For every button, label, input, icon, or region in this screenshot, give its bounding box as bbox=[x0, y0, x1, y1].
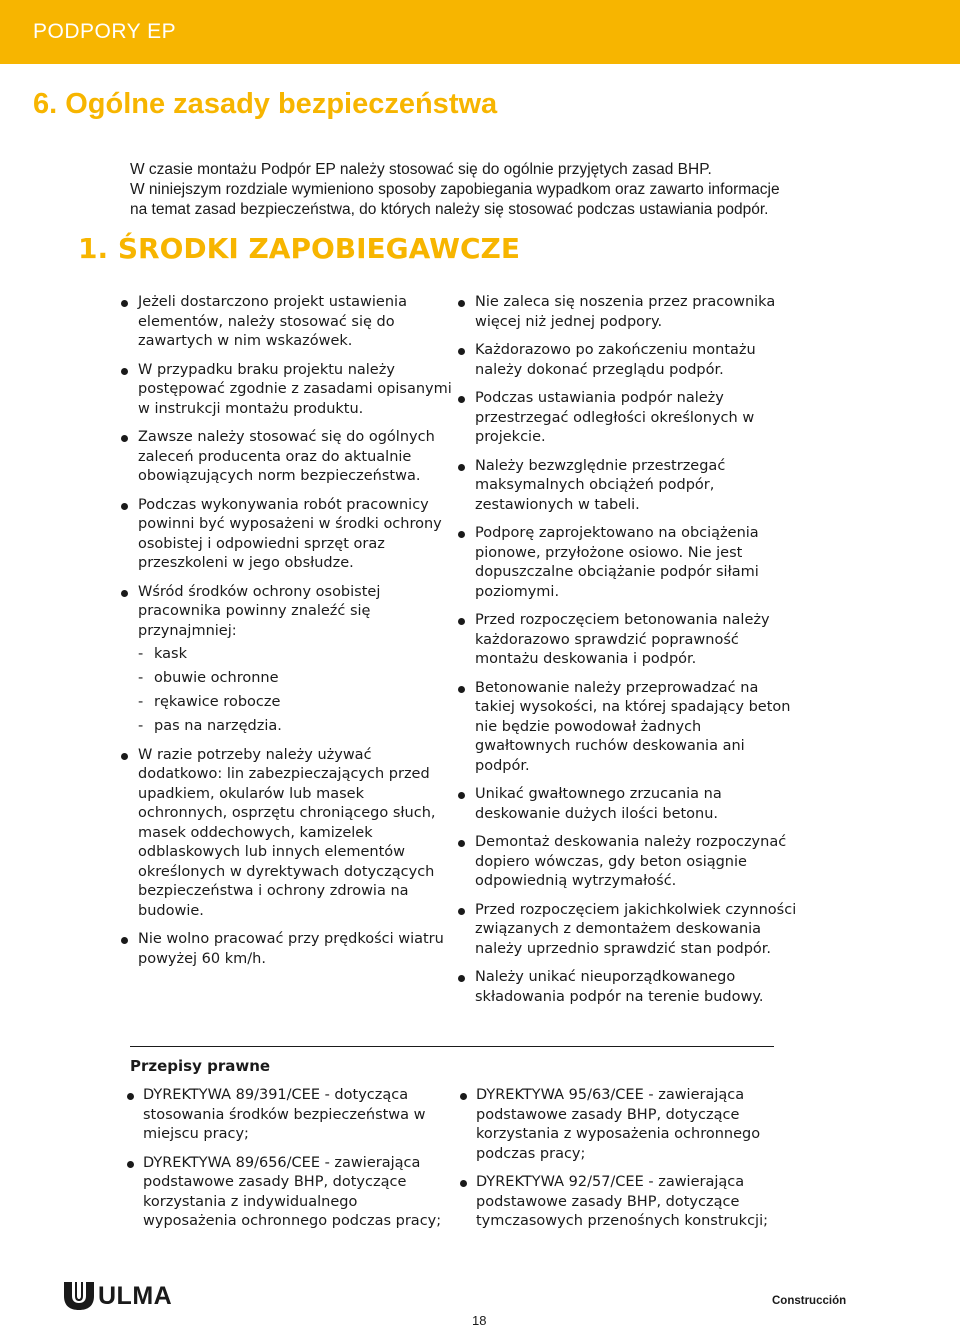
bullet-icon bbox=[127, 1093, 134, 1100]
list-item: Podporę zaprojektowano na obciążenia pionowe, przyłożone osiowo. Nie jest dopuszczalne obciążanie podpór siłami poziomymi. bbox=[457, 524, 797, 602]
intro-line: na temat zasad bezpieczeństwa, do których należy się stosować podczas ustawiania podpór. bbox=[130, 201, 769, 218]
bullet-icon bbox=[458, 908, 465, 915]
list-item: W przypadku braku projektu należy postępować zgodnie z zasadami opisanymi w instrukcji montażu produktu. bbox=[120, 361, 452, 420]
list-item: Nie zaleca się noszenia przez pracownika więcej niż jednej podpory. bbox=[457, 293, 797, 332]
bullet-icon bbox=[121, 937, 128, 944]
bullet-icon bbox=[460, 1093, 467, 1100]
bullet-icon bbox=[121, 503, 128, 510]
ulma-logo-text: ULMA bbox=[98, 1281, 173, 1310]
list-item: W razie potrzeby należy używać dodatkowo: lin zabezpieczających przed upadkiem, okularów lub masek ochronnych, osprzętu chroniącego słuch, masek oddechowych, kamizelek odblaskowych lub innych elementów określonych w dyrektywach dotyczących bezpieczeństwa i ochrony zdrowia na budowie. bbox=[120, 746, 452, 922]
list-item: Nie wolno pracować przy prędkości wiatru powyżej 60 km/h. bbox=[120, 930, 452, 969]
list-item: Demontaż deskowania należy rozpoczynać dopiero wówczas, gdy beton osiągnie odpowiednią wytrzymałość. bbox=[457, 833, 797, 892]
legal-item: DYREKTYWA 92/57/CEE - zawierająca podstawowe zasady BHP, dotyczące tymczasowych przenośnych konstrukcji; bbox=[459, 1173, 789, 1232]
list-item: Podczas wykonywania robót pracownicy powinni być wyposażeni w środki ochrony osobistej i odpowiedni sprzęt oraz przeszkoleni w jego obsłudze. bbox=[120, 496, 452, 574]
ulma-logo-icon bbox=[64, 1282, 94, 1310]
bullet-icon bbox=[458, 975, 465, 982]
bullet-icon bbox=[458, 792, 465, 799]
bullet-icon bbox=[121, 590, 128, 597]
bullet-icon bbox=[121, 435, 128, 442]
legal-item: DYREKTYWA 95/63/CEE - zawierająca podstawowe zasady BHP, dotyczące korzystania z wyposażenia ochronnego podczas pracy; bbox=[459, 1086, 789, 1164]
bullet-icon bbox=[458, 396, 465, 403]
intro-line: W niniejszym rozdziale wymieniono sposoby zapobiegania wypadkom oraz zawarto informacje bbox=[130, 181, 780, 198]
intro-paragraph bbox=[130, 160, 930, 220]
list-item: Wśród środków ochrony osobistej pracownika powinny znaleźć się przynajmniej: - kask - obuwie ochronne - rękawice robocze - pas na narzędzia. bbox=[120, 583, 452, 737]
bullet-icon bbox=[458, 348, 465, 355]
ppe-sublist bbox=[138, 645, 452, 737]
list-item: Betonowanie należy przeprowadzać na takiej wysokości, na której spadający beton nie będzie powodował żadnych gwałtownych ruchów deskowania ani podpór. bbox=[457, 679, 797, 777]
chapter-title: 6. Ogólne zasady bezpieczeństwa bbox=[33, 88, 498, 120]
bullet-icon bbox=[458, 686, 465, 693]
bullet-icon bbox=[458, 300, 465, 307]
bullet-icon bbox=[121, 753, 128, 760]
legal-item: DYREKTYWA 89/391/CEE - dotycząca stosowania środków bezpieczeństwa w miejscu pracy; bbox=[126, 1086, 446, 1145]
ppe-item: - kask bbox=[138, 646, 187, 662]
list-item: Jeżeli dostarczono projekt ustawienia elementów, należy stosować się do zawartych w nim wskazówek. bbox=[120, 293, 452, 352]
bullet-icon bbox=[121, 300, 128, 307]
brand-subtitle: Construcción bbox=[772, 1295, 847, 1307]
bullet-icon bbox=[458, 531, 465, 538]
right-column-list bbox=[457, 293, 797, 1016]
bullet-icon bbox=[458, 464, 465, 471]
header-bar bbox=[0, 0, 960, 64]
legal-right-list bbox=[459, 1086, 789, 1241]
bullet-icon bbox=[121, 368, 128, 375]
list-item: Unikać gwałtownego zrzucania na deskowanie dużych ilości betonu. bbox=[457, 785, 797, 824]
left-column-list bbox=[120, 293, 452, 978]
legal-item: DYREKTYWA 89/656/CEE - zawierająca podstawowe zasady BHP, dotyczące korzystania z indywidualnego wyposażenia ochronnego podczas pracy; bbox=[126, 1154, 446, 1232]
bullet-icon bbox=[460, 1180, 467, 1187]
ppe-item: - pas na narzędzia. bbox=[138, 718, 282, 734]
legal-divider bbox=[130, 1046, 774, 1047]
list-item: Podczas ustawiania podpór należy przestrzegać odległości określonych w projekcie. bbox=[457, 389, 797, 448]
page-number: 18 bbox=[472, 1313, 487, 1328]
ppe-item: - obuwie ochronne bbox=[138, 670, 279, 686]
header-label: PODPORY EP bbox=[33, 20, 177, 43]
list-item: Należy unikać nieuporządkowanego składowania podpór na terenie budowy. bbox=[457, 968, 797, 1007]
list-item: Przed rozpoczęciem betonowania należy każdorazowo sprawdzić poprawność montażu deskowania i podpór. bbox=[457, 611, 797, 670]
bullet-icon bbox=[458, 840, 465, 847]
list-item: Należy bezwzględnie przestrzegać maksymalnych obciążeń podpór, zestawionych w tabeli. bbox=[457, 457, 797, 516]
ppe-item: - rękawice robocze bbox=[138, 694, 281, 710]
list-item: Każdorazowo po zakończeniu montażu należy dokonać przeglądu podpór. bbox=[457, 341, 797, 380]
section-title: 1. ŚRODKI ZAPOBIEGAWCZE bbox=[78, 232, 520, 265]
ulma-logo bbox=[64, 1282, 172, 1310]
bullet-icon bbox=[127, 1161, 134, 1168]
legal-left-list bbox=[126, 1086, 446, 1241]
legal-title: Przepisy prawne bbox=[130, 1057, 271, 1075]
list-item: Przed rozpoczęciem jakichkolwiek czynności związanych z demontażem deskowania należy uprzednio sprawdzić stan podpór. bbox=[457, 901, 797, 960]
bullet-icon bbox=[458, 618, 465, 625]
list-item: Zawsze należy stosować się do ogólnych zaleceń producenta oraz do aktualnie obowiązujących norm bezpieczeństwa. bbox=[120, 428, 452, 487]
intro-line: W czasie montażu Podpór EP należy stosować się do ogólnie przyjętych zasad BHP. bbox=[130, 161, 712, 178]
